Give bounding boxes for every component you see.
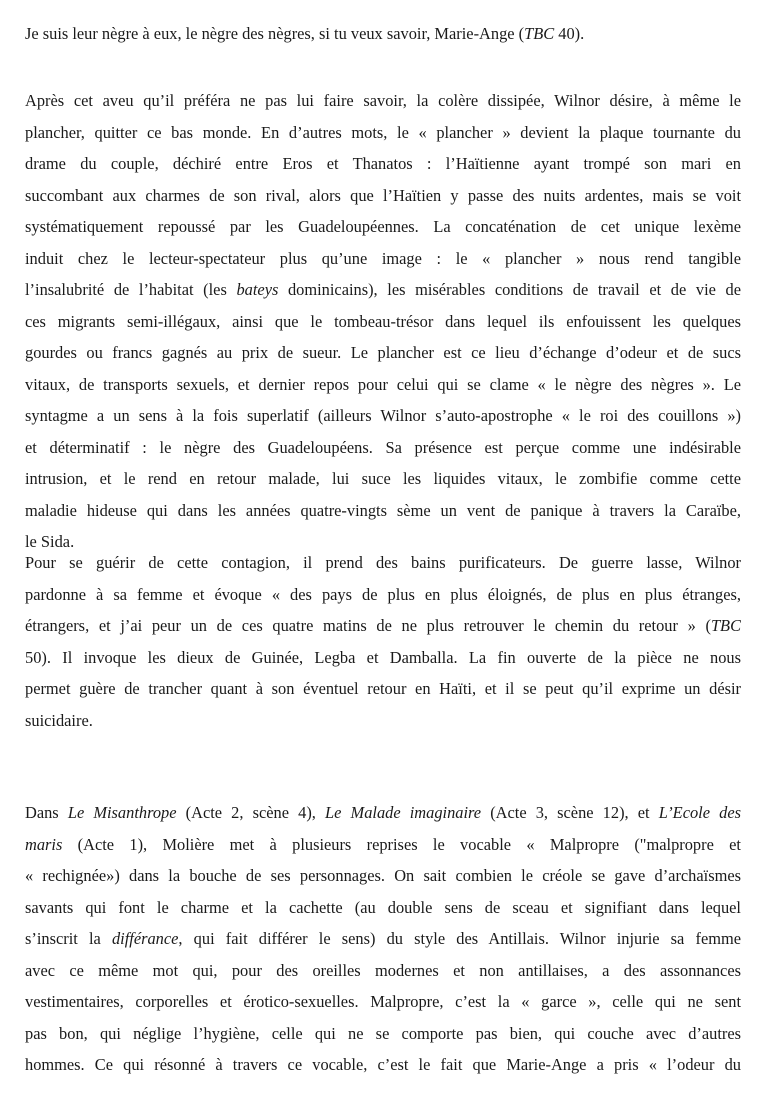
text-line: induit chez le lecteur-spectateur plus qu’une image : le « plancher » nous rend tangible (25, 248, 741, 268)
text-line: s’inscrit la différance, qui fait différer le sens) du style des Antillais. Wilnor injurie sa femme (25, 929, 741, 948)
text-line: Dans Le Misanthrope (Acte 2, scène 4), Le Malade imaginaire (Acte 3, scène 12), et L’Ecole des (25, 803, 741, 822)
text-line: pardonne à sa femme et évoque « des pays de plus en plus éloignés, de plus en plus étranges, (25, 584, 741, 604)
text-line: gourdes ou francs gagnés au prix de sueur. Le plancher est ce lieu d’échange d’odeur et de sucs (25, 343, 741, 362)
paragraph-plancher (25, 85, 741, 558)
text-line: maris (Acte 1), Molière met à plusieurs reprises le vocable « Malpropre ("malpropre et (25, 834, 741, 854)
paragraph-moliere (25, 797, 741, 1081)
text-line: Après cet aveu qu’il préféra ne pas lui faire savoir, la colère dissipée, Wilnor désire, à même le (25, 91, 741, 110)
text-line: plancher, quitter ce bas monde. En d’autres mots, le « plancher » devient la plaque tournante du (25, 122, 741, 142)
text-line: succombant aux charmes de son rival, alors que l’Haïtien y passe des nuits ardentes, mais se voit (25, 185, 741, 205)
text-line: vitaux, de transports sexuels, et dernier repos pour celui qui se clame « le nègre des nègres ». Le (25, 374, 741, 394)
text-line: suicidaire. (25, 710, 93, 730)
text-line: systématiquement repoussé par les Guadeloupéennes. La concaténation de cet unique lexème (25, 217, 741, 236)
text-line: avec ce même mot qui, pour des oreilles modernes et non antillaises, a des assonnances (25, 960, 741, 980)
text-line: pas bon, qui néglige l’hygiène, celle qui ne se comporte pas bien, qui couche avec d’autres (25, 1023, 741, 1043)
text-line: l’insalubrité de l’habitat (les bateys dominicains), les misérables conditions de travail et de vie de (25, 280, 741, 299)
text-line: « rechignée») dans la bouche de ses personnages. On sait combien le créole se gave d’archaïsmes (25, 866, 741, 885)
text-line: syntagme a un sens à la fois superlatif (ailleurs Wilnor s’auto-apostrophe « le roi des couillons ») (25, 406, 741, 425)
text-line: vestimentaires, corporelles et érotico-sexuelles. Malpropre, c’est la « garce », celle qui ne sent (25, 992, 741, 1011)
text-line: savants qui font le charme et la cachette (au double sens de sceau et signifiant dans lequel (25, 897, 741, 917)
text-line: drame du couple, déchiré entre Eros et Thanatos : l’Haïtienne ayant trompé son mari en (25, 154, 741, 173)
text-line: et déterminatif : le nègre des Guadeloupéens. Sa présence est perçue comme une indésirable (25, 437, 741, 457)
paragraph-quote (25, 18, 741, 50)
text-line: 50). Il invoque les dieux de Guinée, Legba et Damballa. La fin ouverte de la pièce ne nous (25, 647, 741, 667)
text-line: intrusion, et le rend en retour malade, lui suce les liquides vitaux, le zombifie comme cette (25, 469, 741, 488)
text-line: maladie hideuse qui dans les années quatre-vingts sème un vent de panique à travers la Caraïbe, (25, 500, 741, 520)
text-line: le Sida. (25, 532, 75, 551)
text-line: permet guère de trancher quant à son éventuel retour en Haïti, et il se peut qu’il exprime un désir (25, 679, 741, 698)
text-line: ces migrants semi-illégaux, ainsi que le tombeau-trésor dans lequel ils enfouissent les quelques (25, 311, 741, 331)
paragraph-contagion (25, 547, 741, 736)
text-line: hommes. Ce qui résonné à travers ce vocable, c’est le fait que Marie-Ange a pris « l’odeur du (25, 1055, 741, 1074)
text-line: Je suis leur nègre à eux, le nègre des nègres, si tu veux savoir, Marie-Ange (TBC 40). (25, 24, 585, 43)
text-line: Pour se guérir de cette contagion, il prend des bains purificateurs. De guerre lasse, Wilnor (25, 553, 741, 572)
text-line: étrangers, et j’ai peur un de ces quatre matins de ne plus retrouver le chemin du retour » (TBC (25, 616, 741, 635)
